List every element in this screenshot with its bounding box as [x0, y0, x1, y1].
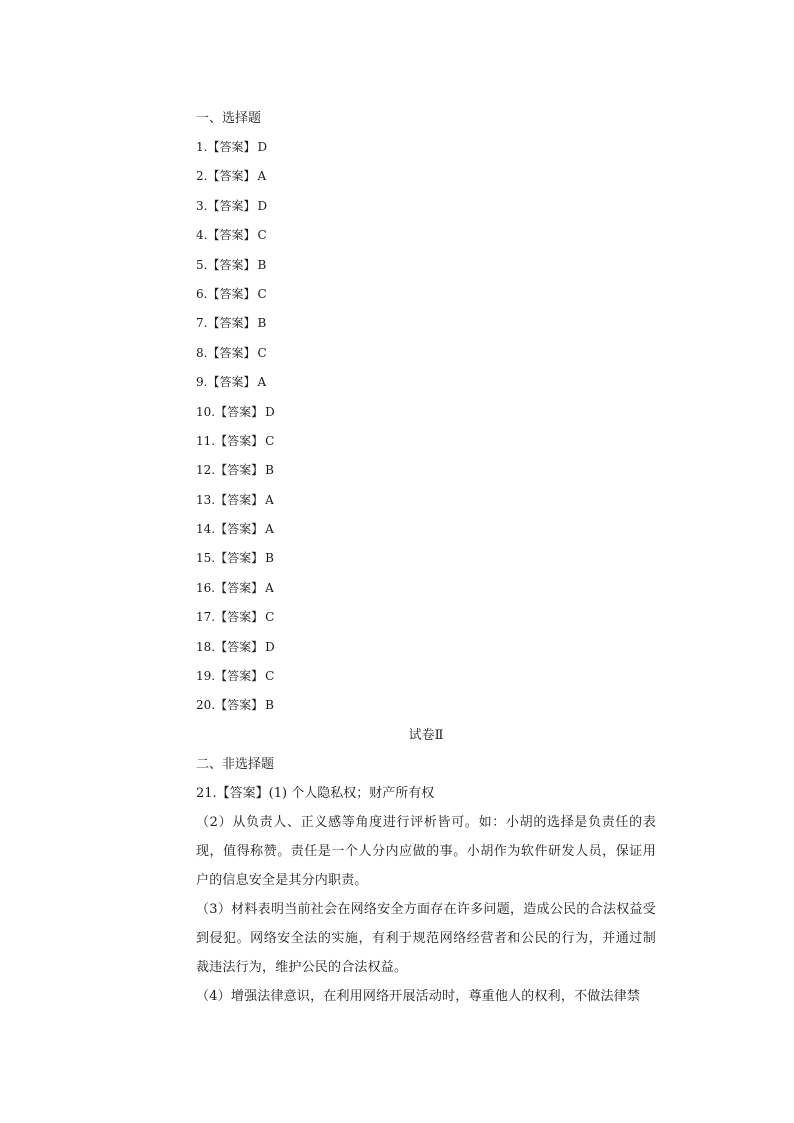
answer-choice: B: [265, 698, 274, 713]
answer-tag: 【答案】: [207, 257, 256, 272]
answer-tag: 【答案】: [215, 404, 264, 419]
answer-choice: C: [257, 228, 267, 243]
answer-number: 9.: [196, 375, 208, 390]
answer-choice: A: [257, 375, 267, 390]
answer-tag: 【答案】: [215, 639, 264, 654]
answer-tag: 【答案】: [215, 580, 264, 595]
answer-choice: A: [265, 492, 274, 507]
answer-choice: A: [265, 522, 274, 537]
paper-title: 试卷Ⅱ: [408, 727, 444, 743]
answer-key-content: [196, 104, 656, 1011]
answer-item: [196, 691, 656, 720]
answer-item: [196, 486, 656, 515]
answer-number: 20.: [196, 698, 216, 713]
answer-number: 10.: [196, 404, 216, 419]
answer-number: 5.: [196, 257, 208, 272]
answer-item: [196, 192, 656, 221]
answer-tag: 【答案】: [215, 669, 264, 684]
answer-number: 8.: [196, 345, 208, 360]
answer-tag: 【答案】: [207, 375, 256, 390]
answer-item: [196, 456, 656, 485]
answer-choice: C: [265, 433, 275, 448]
answer-choice: A: [257, 169, 267, 184]
answer-number: 19.: [196, 669, 216, 684]
answer-choice: D: [265, 404, 275, 419]
answer-item: [196, 280, 656, 309]
answer-item: [196, 398, 656, 427]
answer-choice: D: [265, 639, 275, 654]
answer-choice: B: [257, 257, 267, 272]
answer-item: [196, 427, 656, 456]
answer-number: 3.: [196, 198, 208, 213]
answer-paragraph-3: （3）材料表明当前社会在网络安全方面存在许多问题，造成公民的合法权益受到侵犯。网络安全法的实施，有利于规范网络经营者和公民的行为，并通过制裁违法行为，维护公民的合法权益。: [196, 901, 656, 975]
answer-tag: 【答案】: [215, 610, 264, 625]
answer-item: [196, 368, 656, 397]
answer-number: 18.: [196, 639, 216, 654]
answer-tag: 【答案】: [207, 345, 256, 360]
answer-number: 15.: [196, 551, 216, 566]
answer-tag: 【答案】: [215, 522, 264, 537]
answer-choice: D: [257, 140, 268, 154]
answer-choice: C: [265, 610, 275, 625]
answer-tag: 【答案】: [215, 492, 264, 507]
answer-item: [196, 662, 656, 691]
answer-choice: C: [265, 669, 275, 684]
answer-item: [196, 633, 656, 662]
answer-tag: 【答案】: [215, 551, 264, 566]
answer-number: 16.: [196, 580, 216, 595]
answer-tag: 【答案】: [207, 316, 256, 331]
answer-item: [196, 221, 656, 250]
answer-choice: B: [265, 551, 274, 566]
answer-item: [196, 133, 656, 162]
answer-item: [196, 251, 656, 280]
answer-number: 6.: [196, 286, 208, 301]
answer-paragraph-2: （2）从负责人、正义感等角度进行评析皆可。如：小胡的选择是负责任的表现，值得称赞。责任是一个人分内应做的事。小胡作为软件研发人员，保证用户的信息安全是其分内职责。: [196, 814, 656, 888]
answer-number: 17.: [196, 610, 216, 625]
answer-number: 1.: [196, 140, 208, 154]
question-21-answer: 21.【答案】(1) 个人隐私权；财产所有权: [196, 785, 435, 801]
answer-choice: C: [257, 286, 267, 301]
answer-tag: 【答案】: [207, 169, 256, 184]
answer-tag: 【答案】: [215, 463, 264, 478]
answer-choice: A: [265, 580, 274, 595]
answer-number: 14.: [196, 522, 216, 537]
answer-item: [196, 515, 656, 544]
answer-tag: 【答案】: [215, 433, 264, 448]
answer-choice: D: [257, 198, 268, 213]
answer-tag: 【答案】: [207, 198, 256, 213]
answer-number: 2.: [196, 169, 208, 184]
section-heading-choice: 一、选择题: [196, 111, 262, 126]
answer-choice: C: [257, 345, 267, 360]
answer-item: [196, 544, 656, 573]
answer-tag: 【答案】: [207, 286, 256, 301]
answer-item: [196, 574, 656, 603]
answer-tag: 【答案】: [207, 140, 256, 154]
answer-tag: 【答案】: [207, 228, 256, 243]
answer-item: [196, 603, 656, 632]
answer-choice: B: [257, 316, 267, 331]
answer-number: 12.: [196, 463, 216, 478]
answer-list: [196, 133, 656, 721]
section-heading-nonchoice: 二、非选择题: [196, 756, 275, 772]
answer-paragraph-4: （4）增强法律意识，在利用网络开展活动时，尊重他人的权利，不做法律禁: [196, 988, 641, 1004]
answer-number: 7.: [196, 316, 208, 331]
answer-tag: 【答案】: [215, 698, 264, 713]
answer-number: 11.: [196, 433, 216, 448]
answer-choice: B: [265, 463, 274, 478]
answer-number: 4.: [196, 228, 208, 243]
answer-number: 13.: [196, 492, 216, 507]
answer-item: [196, 339, 656, 368]
answer-item: [196, 309, 656, 338]
answer-item: [196, 162, 656, 191]
